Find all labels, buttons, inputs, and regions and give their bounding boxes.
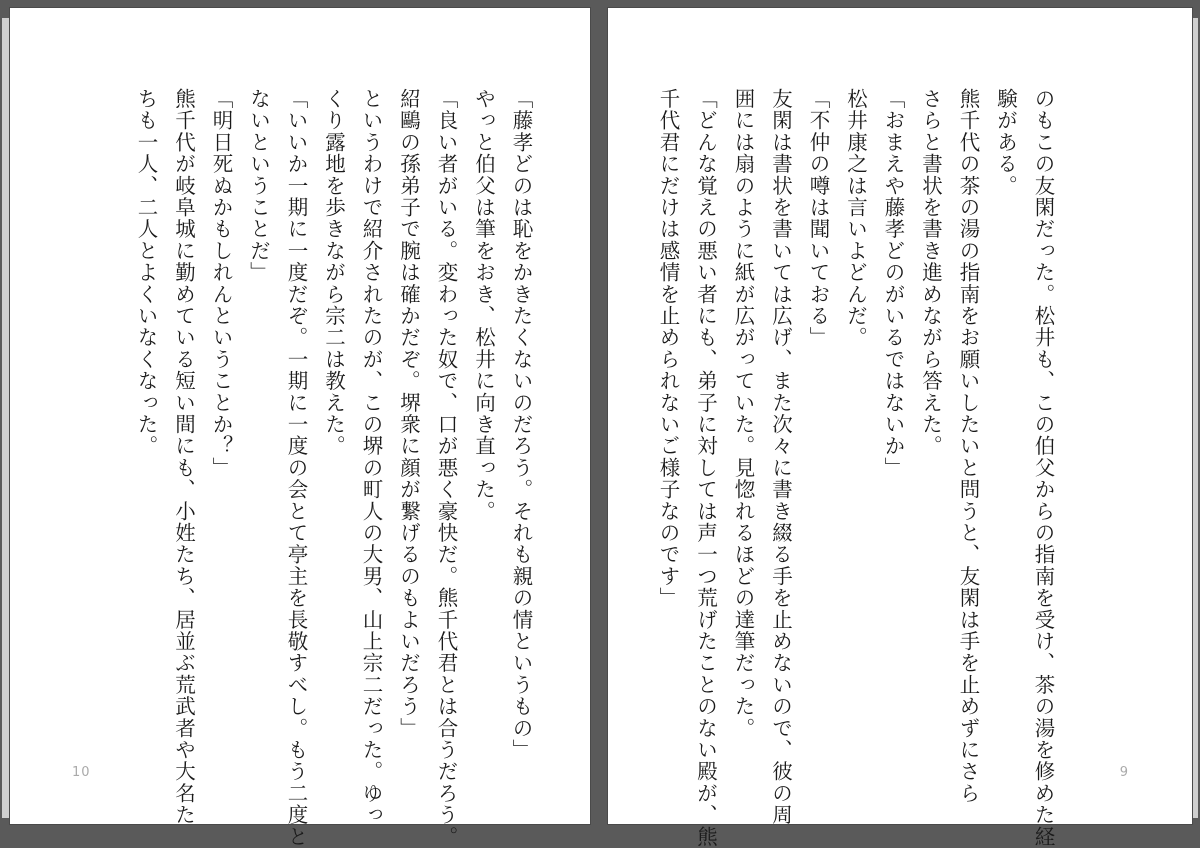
left-page-text <box>127 88 540 848</box>
text-line: 紹鷗の孫弟子で腕は確かだぞ。堺衆に顔が繋げるのもよいだろう」 <box>396 88 421 739</box>
left-page <box>10 8 590 848</box>
text-line: 千代君にだけは感情を止められないご様子なのです」 <box>656 88 680 609</box>
page-number: 10 <box>72 765 91 780</box>
text-line: 「いいか一期に一度だぞ。一期に一度の会とて亭主を長敬すべし。もう二度と <box>284 88 308 848</box>
text-line: 熊千代が岐阜城に勤めている短い間にも、小姓たち、居並ぶ荒武者や大名た <box>171 88 196 826</box>
text-line: のもこの友閑だった。松井も、この伯父からの指南を受け、茶の湯を修めた経 <box>1031 88 1055 848</box>
right-page <box>608 8 1192 848</box>
text-line: 「藤孝どのは恥をかきたくないのだろう。それも親の情というもの」 <box>509 88 533 761</box>
text-line: 松井康之は言いよどんだ。 <box>843 88 868 349</box>
left-page-edge <box>2 18 10 818</box>
text-line: 囲には扇のように紙が広がっていた。見惚れるほどの達筆だった。 <box>731 88 755 739</box>
page-number: 9 <box>1119 765 1129 780</box>
text-line: 験がある。 <box>993 88 1018 197</box>
text-line: 「不仲の噂は聞いておる」 <box>806 88 830 349</box>
text-line: 「どんな覚えの悪い者にも、弟子に対しては声一つ荒げたことのない殿が、熊 <box>693 88 718 848</box>
text-line: 「おまえや藤孝どのがいるではないか」 <box>881 88 905 479</box>
text-line: くり露地を歩きながら宗二は教えた。 <box>321 88 346 457</box>
text-line: ちも一人、二人とよくいなくなった。 <box>134 88 158 457</box>
text-line: やっと伯父は筆をおき、松井に向き直った。 <box>471 88 496 522</box>
text-line: 「明日死ぬかもしれんということか？」 <box>209 88 233 479</box>
text-line: 熊千代の茶の湯の指南をお願いしたいと問うと、友閑は手を止めずにさら <box>956 88 980 805</box>
text-line: というわけで紹介されたのが、この堺の町人の大男、山上宗二だった。ゆっ <box>359 88 383 826</box>
text-line: さらと書状を書き進めながら答えた。 <box>918 88 943 457</box>
right-page-text <box>649 88 1062 848</box>
text-line: ないということだ」 <box>246 88 271 284</box>
text-line: 友閑は書状を書いては広げ、また次々に書き綴る手を止めないので、彼の周 <box>768 88 793 826</box>
text-line: 「良い者がいる。変わった奴で、口が悪く豪快だ。熊千代君とは合うだろう。 <box>434 88 458 848</box>
